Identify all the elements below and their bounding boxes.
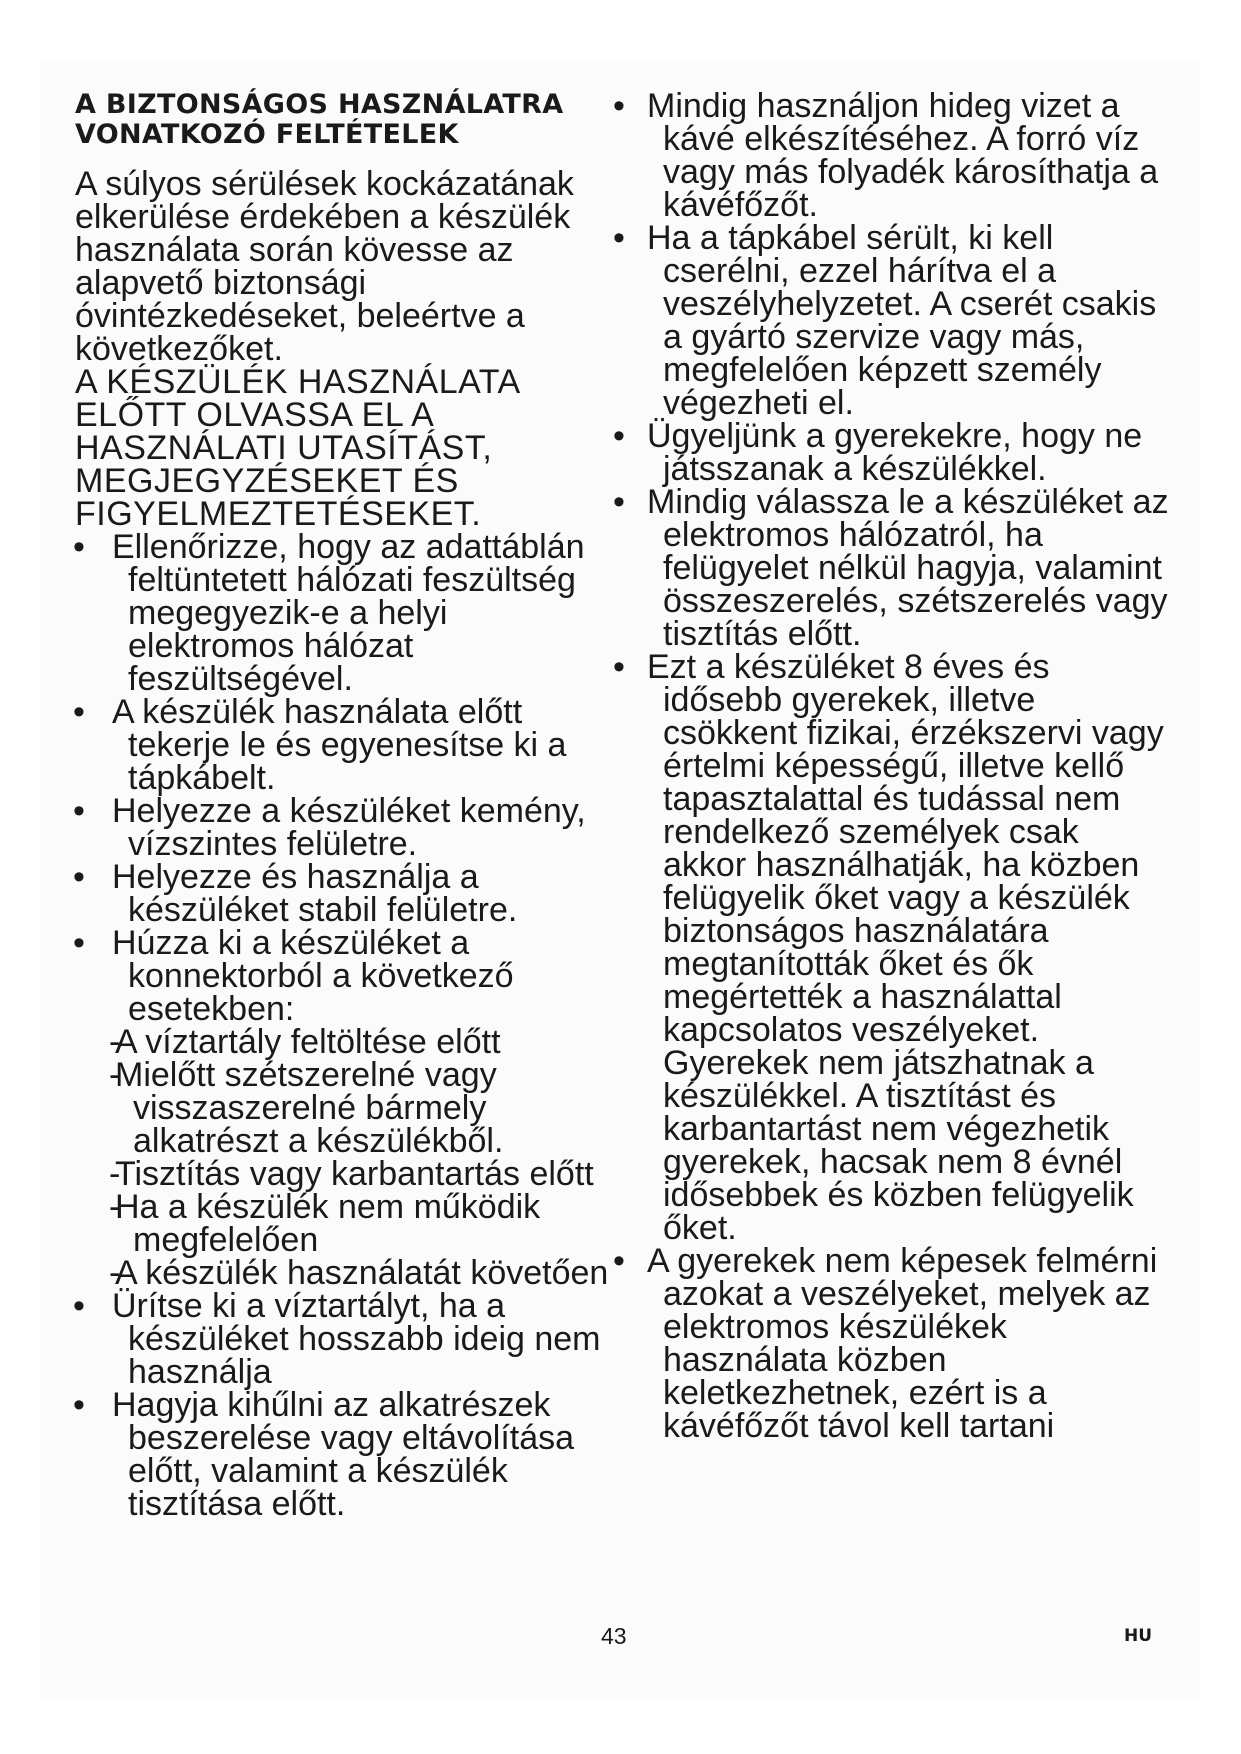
list-item: • Mindig használjon hideg vizet a kávé elkészítéséhez. A forró víz vagy más folyadék károsíthatja a kávéfőzőt. [625,90,1170,222]
sub-list-item: - Ha a készülék nem működik megfelelően [75,1191,615,1257]
list-item: • Ellenőrizze, hogy az adattáblán feltüntetett hálózati feszültség megegyezik-e a helyi elektromos hálózat feszültségével. [75,531,615,696]
unplug-cases-list [75,1023,615,1292]
safety-list-left [75,528,615,1028]
sub-list-item: - Tisztítás vagy karbantartás előtt [75,1158,615,1191]
sub-list-item: - A víztartály feltöltése előtt [75,1026,615,1059]
list-item: • Hagyja kihűlni az alkatrészek beszerelése vagy eltávolítása előtt, valamint a készülék tisztítása előtt. [75,1389,615,1521]
list-item: • Helyezze és használja a készüléket stabil felületre. [75,861,615,927]
sub-list-item: - A készülék használatát követően [75,1257,615,1290]
heading-line-1: A BIZTONSÁGOS HASZNÁLATRA [75,89,564,120]
heading-line-2: VONATKOZÓ FELTÉTELEK [75,119,459,150]
right-column [625,87,1170,1445]
list-item: • Ürítse ki a víztartályt, ha a készüléket hosszabb ideig nem használja [75,1290,615,1389]
list-item: • Helyezze a készüléket kemény, vízszintes felületre. [75,795,615,861]
list-item: • A gyerekek nem képesek felmérni azokat a veszélyeket, melyek az elektromos készülékek használata közben keletkezhetnek, ezért is a kávéfőzőt távol kell tartani [625,1245,1170,1443]
list-item: • Ha a tápkábel sérült, ki kell cserélni, ezzel hárítva el a veszélyhelyzetet. A cserét csakis a gyártó szervize vagy más, megfelelően képzett személy végezheti el. [625,222,1170,420]
sub-list-item: - Mielőtt szétszerelné vagy visszaszerelné bármely alkatrészt a készülékből. [75,1059,615,1158]
safety-list-right [625,87,1170,1445]
list-item: • Ügyeljünk a gyerekekre, hogy ne játsszanak a készülékkel. [625,420,1170,486]
list-item: • Húzza ki a készüléket a konnektorból a következő esetekben: [75,927,615,1026]
intro-paragraph: A súlyos sérülések kockázatának elkerülése érdekében a készülék használata során kövesse az alapvető biztonsági óvintézkedéseket, beleértve a következőket. [75,165,574,368]
list-item: • Mindig válassza le a készüléket az elektromos hálózatról, ha felügyelet nélkül hagyja, valamint összeszerelés, szétszerelés vagy tisztítás előtt. [625,486,1170,651]
left-column [75,90,615,1521]
caps-notice: A KÉSZÜLÉK HASZNÁLATA ELŐTT OLVASSA EL A HASZNÁLATI UTASÍTÁST, MEGJEGYZÉSEKET ÉS FIGYELMEZTETÉSEKET. [75,363,519,533]
list-item: • Ezt a készüléket 8 éves és idősebb gyerekek, illetve csökkent fizikai, érzékszervi vagy értelmi képességű, illetve kellő tapasztalattal és tudással nem rendelkező személyek csak akkor használhatják, ha közben felügyelik őket vagy a készülék biztonságos használatára megtanították őket és ők megértették a használattal kapcsolatos veszélyeket. Gyerekek nem játszhatnak a készülékkel. A tisztítást és karbantartást nem végezhetik gyerekek, hacsak nem 8 évnél idősebbek és közben felügyelik őket. [625,651,1170,1245]
list-item: • A készülék használata előtt tekerje le és egyenesítse ki a tápkábelt. [75,696,615,795]
page-number: 43 [601,1623,627,1649]
language-code: HU [1124,1626,1153,1646]
section-heading [75,90,615,150]
safety-list-left-continued [75,1287,615,1523]
